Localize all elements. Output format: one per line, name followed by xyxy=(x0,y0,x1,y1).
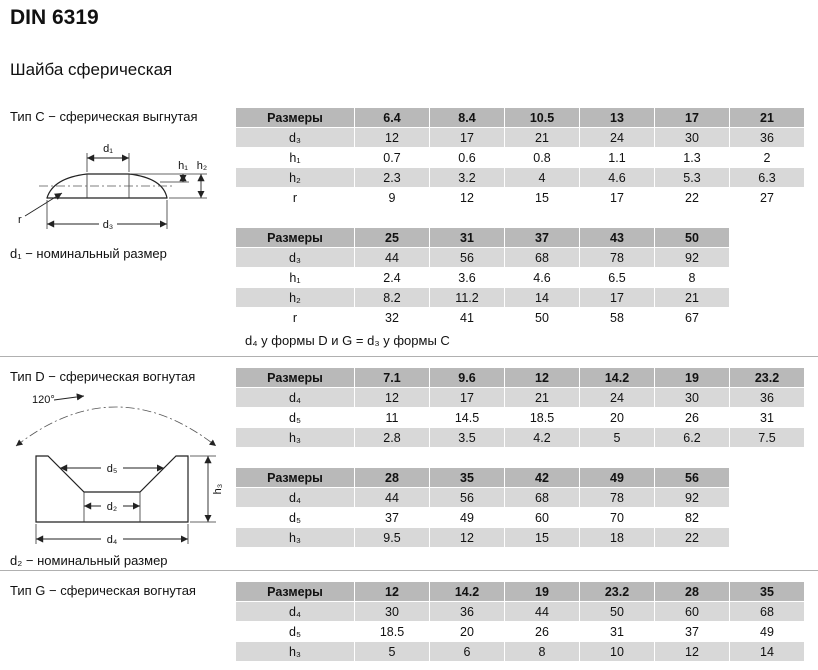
table-header-cell: Размеры xyxy=(236,108,355,128)
row-label-cell: h₃ xyxy=(236,428,355,448)
table-row xyxy=(236,188,805,208)
value-cell: 44 xyxy=(505,602,580,622)
value-cell: 1.1 xyxy=(580,148,655,168)
value-cell: 82 xyxy=(655,508,730,528)
value-cell: 9.5 xyxy=(355,528,430,548)
table-header-cell: 6.4 xyxy=(355,108,430,128)
table-row xyxy=(236,528,730,548)
value-cell: 18.5 xyxy=(355,622,430,642)
table-row xyxy=(236,268,730,288)
value-cell: 0.6 xyxy=(430,148,505,168)
value-cell: 68 xyxy=(505,248,580,268)
table-header-cell: 10.5 xyxy=(505,108,580,128)
value-cell: 78 xyxy=(580,488,655,508)
table-row xyxy=(236,308,730,328)
table-header-row xyxy=(236,468,730,488)
value-cell: 18.5 xyxy=(505,408,580,428)
table-header-cell: 17 xyxy=(655,108,730,128)
value-cell: 5.3 xyxy=(655,168,730,188)
table-header-cell: 50 xyxy=(655,228,730,248)
row-label-cell: d₄ xyxy=(236,388,355,408)
table-c-sizes-2 xyxy=(235,227,730,328)
table-d-sizes-1 xyxy=(235,367,805,448)
value-cell: 36 xyxy=(730,128,805,148)
section-c-label: Тип C − сферическая выгнутая xyxy=(10,109,198,124)
row-label-cell: h₂ xyxy=(236,168,355,188)
table-header-row xyxy=(236,582,805,602)
dim-label-d2: d₂ xyxy=(106,501,118,513)
value-cell: 3.5 xyxy=(430,428,505,448)
table-header-cell: 28 xyxy=(355,468,430,488)
table-row xyxy=(236,128,805,148)
type-d-drawing xyxy=(2,382,230,550)
value-cell: 14 xyxy=(730,642,805,662)
value-cell: 8 xyxy=(505,642,580,662)
table-header-cell: 31 xyxy=(430,228,505,248)
table-header-row xyxy=(236,108,805,128)
row-label-cell: r xyxy=(236,188,355,208)
table-row xyxy=(236,642,805,662)
value-cell: 0.7 xyxy=(355,148,430,168)
value-cell: 5 xyxy=(580,428,655,448)
page-title: DIN 6319 xyxy=(10,6,99,29)
table-row xyxy=(236,508,730,528)
value-cell: 56 xyxy=(430,248,505,268)
table-header-cell: 12 xyxy=(505,368,580,388)
value-cell: 6 xyxy=(430,642,505,662)
table-row xyxy=(236,288,730,308)
value-cell: 20 xyxy=(430,622,505,642)
table-header-cell: 14.2 xyxy=(580,368,655,388)
dim-label-h1: h₁ xyxy=(178,160,188,172)
dim-label-d4: d₄ xyxy=(106,534,118,546)
angle-label: 120° xyxy=(32,394,55,406)
row-label-cell: h₂ xyxy=(236,288,355,308)
table-header-cell: Размеры xyxy=(236,228,355,248)
value-cell: 1.3 xyxy=(655,148,730,168)
value-cell: 2.8 xyxy=(355,428,430,448)
value-cell: 4 xyxy=(505,168,580,188)
value-cell: 92 xyxy=(655,488,730,508)
row-label-cell: d₅ xyxy=(236,408,355,428)
table-row xyxy=(236,388,805,408)
table-row xyxy=(236,488,730,508)
table-header-row xyxy=(236,368,805,388)
value-cell: 12 xyxy=(655,642,730,662)
table-g-sizes xyxy=(235,581,805,662)
value-cell: 31 xyxy=(580,622,655,642)
value-cell: 7.5 xyxy=(730,428,805,448)
value-cell: 92 xyxy=(655,248,730,268)
value-cell: 12 xyxy=(430,188,505,208)
table-header-cell: 23.2 xyxy=(580,582,655,602)
section-g-label: Тип G − сферическая вогнутая xyxy=(10,583,196,598)
value-cell: 27 xyxy=(730,188,805,208)
value-cell: 21 xyxy=(655,288,730,308)
value-cell: 3.2 xyxy=(430,168,505,188)
caption-d: d₂ − номинальный размер xyxy=(10,553,168,568)
table-header-cell: 14.2 xyxy=(430,582,505,602)
value-cell: 26 xyxy=(655,408,730,428)
row-label-cell: h₃ xyxy=(236,528,355,548)
table-row xyxy=(236,248,730,268)
value-cell: 44 xyxy=(355,488,430,508)
value-cell: 4.6 xyxy=(505,268,580,288)
dim-label-d3: d₃ xyxy=(102,219,114,231)
table-header-cell: 19 xyxy=(655,368,730,388)
angle-leader-line xyxy=(54,396,84,400)
table-header-cell: 9.6 xyxy=(430,368,505,388)
caption-c: d₁ − номинальный размер xyxy=(10,246,167,261)
value-cell: 21 xyxy=(505,128,580,148)
value-cell: 60 xyxy=(505,508,580,528)
value-cell: 31 xyxy=(730,408,805,428)
value-cell: 2.4 xyxy=(355,268,430,288)
row-label-cell: d₄ xyxy=(236,488,355,508)
value-cell: 58 xyxy=(580,308,655,328)
value-cell: 11 xyxy=(355,408,430,428)
table-header-cell: Размеры xyxy=(236,368,355,388)
table-header-cell: 35 xyxy=(730,582,805,602)
section-divider xyxy=(0,570,818,571)
value-cell: 4.6 xyxy=(580,168,655,188)
table-header-cell: 13 xyxy=(580,108,655,128)
table-row xyxy=(236,148,805,168)
value-cell: 2.3 xyxy=(355,168,430,188)
value-cell: 4.2 xyxy=(505,428,580,448)
value-cell: 8 xyxy=(655,268,730,288)
value-cell: 17 xyxy=(430,388,505,408)
value-cell: 56 xyxy=(430,488,505,508)
value-cell: 36 xyxy=(430,602,505,622)
value-cell: 24 xyxy=(580,388,655,408)
row-label-cell: h₁ xyxy=(236,148,355,168)
section-d-label: Тип D − сферическая вогнутая xyxy=(10,369,196,384)
value-cell: 12 xyxy=(430,528,505,548)
table-row xyxy=(236,408,805,428)
value-cell: 17 xyxy=(430,128,505,148)
value-cell: 22 xyxy=(655,188,730,208)
value-cell: 24 xyxy=(580,128,655,148)
table-header-cell: 8.4 xyxy=(430,108,505,128)
table-header-cell: Размеры xyxy=(236,468,355,488)
table-header-cell: 56 xyxy=(655,468,730,488)
value-cell: 36 xyxy=(730,388,805,408)
table-header-cell: 12 xyxy=(355,582,430,602)
value-cell: 3.6 xyxy=(430,268,505,288)
row-label-cell: d₄ xyxy=(236,602,355,622)
section-divider xyxy=(0,356,818,357)
value-cell: 6.2 xyxy=(655,428,730,448)
value-cell: 22 xyxy=(655,528,730,548)
table-row xyxy=(236,168,805,188)
value-cell: 60 xyxy=(655,602,730,622)
value-cell: 32 xyxy=(355,308,430,328)
table-row xyxy=(236,602,805,622)
value-cell: 18 xyxy=(580,528,655,548)
dim-label-h3: h₃ xyxy=(212,483,224,495)
value-cell: 37 xyxy=(655,622,730,642)
value-cell: 78 xyxy=(580,248,655,268)
value-cell: 17 xyxy=(580,188,655,208)
table-c-sizes-1 xyxy=(235,107,805,208)
value-cell: 9 xyxy=(355,188,430,208)
table-d-sizes-2 xyxy=(235,467,730,548)
dim-label-r: r xyxy=(18,214,22,226)
table-header-cell: 42 xyxy=(505,468,580,488)
value-cell: 8.2 xyxy=(355,288,430,308)
dim-label-h2: h₂ xyxy=(196,160,208,172)
value-cell: 10 xyxy=(580,642,655,662)
table-header-cell: 7.1 xyxy=(355,368,430,388)
value-cell: 2 xyxy=(730,148,805,168)
value-cell: 68 xyxy=(730,602,805,622)
value-cell: 30 xyxy=(655,128,730,148)
table-header-cell: 49 xyxy=(580,468,655,488)
row-label-cell: h₁ xyxy=(236,268,355,288)
value-cell: 41 xyxy=(430,308,505,328)
value-cell: 11.2 xyxy=(430,288,505,308)
value-cell: 21 xyxy=(505,388,580,408)
row-label-cell: d₃ xyxy=(236,248,355,268)
sphere-arc xyxy=(16,407,216,446)
value-cell: 49 xyxy=(430,508,505,528)
value-cell: 20 xyxy=(580,408,655,428)
table-header-cell: 21 xyxy=(730,108,805,128)
value-cell: 50 xyxy=(505,308,580,328)
r-leader-line xyxy=(25,193,62,216)
value-cell: 15 xyxy=(505,528,580,548)
dim-label-d1: d₁ xyxy=(103,143,113,155)
table-header-cell: 35 xyxy=(430,468,505,488)
table-row xyxy=(236,428,805,448)
table-header-cell: 37 xyxy=(505,228,580,248)
row-label-cell: d₅ xyxy=(236,508,355,528)
value-cell: 37 xyxy=(355,508,430,528)
value-cell: 6.3 xyxy=(730,168,805,188)
row-label-cell: r xyxy=(236,308,355,328)
row-label-cell: d₅ xyxy=(236,622,355,642)
table-header-row xyxy=(236,228,730,248)
value-cell: 26 xyxy=(505,622,580,642)
value-cell: 70 xyxy=(580,508,655,528)
dim-label-d5: d₅ xyxy=(106,463,118,475)
value-cell: 30 xyxy=(355,602,430,622)
value-cell: 68 xyxy=(505,488,580,508)
table-header-cell: Размеры xyxy=(236,582,355,602)
value-cell: 44 xyxy=(355,248,430,268)
value-cell: 15 xyxy=(505,188,580,208)
type-c-drawing xyxy=(5,126,225,238)
value-cell: 50 xyxy=(580,602,655,622)
table-header-cell: 28 xyxy=(655,582,730,602)
value-cell: 14.5 xyxy=(430,408,505,428)
value-cell: 14 xyxy=(505,288,580,308)
table-row xyxy=(236,622,805,642)
value-cell: 12 xyxy=(355,388,430,408)
value-cell: 67 xyxy=(655,308,730,328)
value-cell: 17 xyxy=(580,288,655,308)
row-label-cell: d₃ xyxy=(236,128,355,148)
value-cell: 0.8 xyxy=(505,148,580,168)
value-cell: 12 xyxy=(355,128,430,148)
table-header-cell: 25 xyxy=(355,228,430,248)
row-label-cell: h₃ xyxy=(236,642,355,662)
table-header-cell: 19 xyxy=(505,582,580,602)
value-cell: 5 xyxy=(355,642,430,662)
value-cell: 6.5 xyxy=(580,268,655,288)
table-header-cell: 43 xyxy=(580,228,655,248)
note-forms-equivalence: d₄ у формы D и G = d₃ у формы C xyxy=(245,333,450,348)
table-header-cell: 23.2 xyxy=(730,368,805,388)
page-subtitle: Шайба сферическая xyxy=(10,60,173,79)
value-cell: 49 xyxy=(730,622,805,642)
value-cell: 30 xyxy=(655,388,730,408)
